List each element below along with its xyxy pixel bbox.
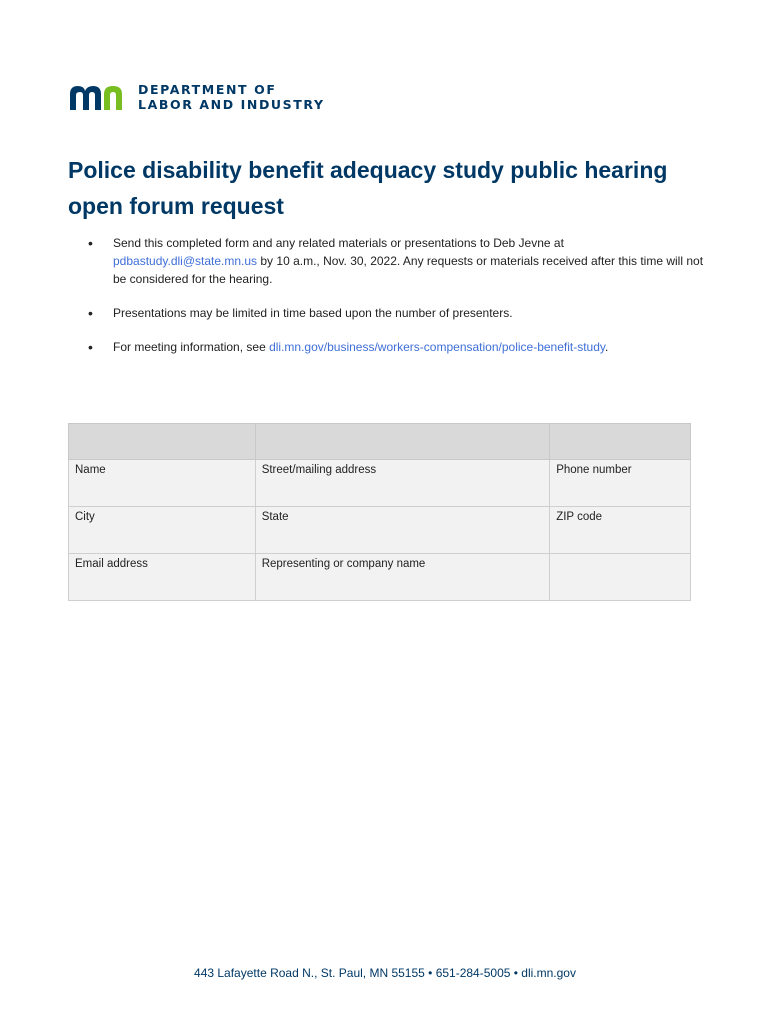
logo-line-2: LABOR AND INDUSTRY (138, 97, 325, 112)
department-name (138, 82, 325, 112)
company-field[interactable] (255, 554, 550, 601)
email-link[interactable]: pdbastudy.dli@state.mn.us (113, 254, 258, 268)
meeting-info-link[interactable]: dli.mn.gov/business/workers-compensation/police-benefit-study (269, 340, 606, 354)
logo-line-1: DEPARTMENT OF (138, 82, 277, 97)
city-field[interactable] (69, 507, 256, 554)
zip-field[interactable] (550, 507, 691, 554)
instruction-meeting-info (88, 338, 708, 356)
street-label: Street/mailing address (261, 464, 377, 476)
instruction-submit (88, 234, 708, 288)
phone-label: Phone number (556, 464, 632, 476)
form-row-contact (69, 460, 691, 507)
header-cell-3 (550, 424, 691, 460)
instruction-time-limit-text: Presentations may be limited in time based upon the number of presenters. (113, 306, 513, 320)
form-header-row (69, 424, 691, 460)
department-logo (68, 82, 325, 112)
phone-field[interactable] (550, 460, 691, 507)
company-label: Representing or company name (261, 558, 426, 570)
header-cell-1 (69, 424, 256, 460)
state-field[interactable] (255, 507, 550, 554)
instruction-deadline-text: by 10 a.m., Nov. 30, 2022. Any requests or materials received after this time will not be considered for the hearing. (113, 254, 704, 286)
zip-label: ZIP code (556, 511, 603, 523)
email-label: Email address (75, 558, 148, 570)
header-cell-2 (255, 424, 550, 460)
request-form-table (68, 423, 691, 601)
instructions-list (88, 234, 708, 372)
email-field[interactable] (69, 554, 256, 601)
form-row-location (69, 507, 691, 554)
instruction-time-limit (88, 304, 708, 322)
footer-contact: 443 Lafayette Road N., St. Paul, MN 55155 • 651-284-5005 • dli.mn.gov (194, 966, 576, 980)
empty-field[interactable] (550, 554, 691, 601)
meeting-info-text: For meeting information, see (113, 340, 270, 354)
meeting-info-period: . (605, 340, 609, 354)
street-field[interactable] (255, 460, 550, 507)
city-label: City (75, 511, 95, 523)
mn-logo-icon (68, 82, 130, 112)
name-label: Name (75, 464, 106, 476)
instruction-submit-text: Send this completed form and any related materials or presentations to Deb Jevne at (113, 236, 564, 250)
form-row-other (69, 554, 691, 601)
name-field[interactable] (69, 460, 256, 507)
state-label: State (261, 511, 289, 523)
page-title: Police disability benefit adequacy study public hearing open forum request (68, 157, 668, 219)
